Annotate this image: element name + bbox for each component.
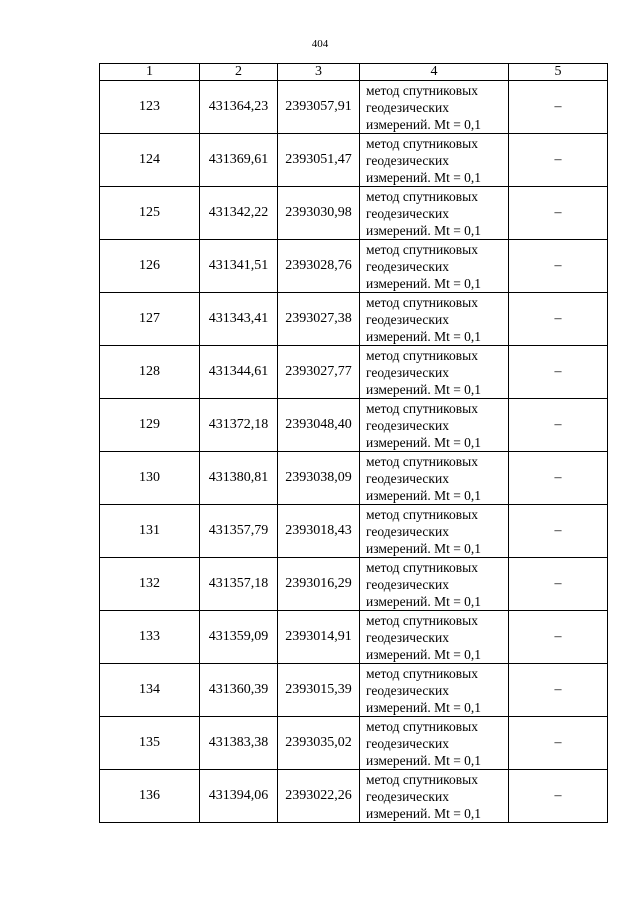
y-coordinate-cell: 2393016,29 <box>278 558 360 611</box>
table-row <box>100 346 608 399</box>
column-header: 5 <box>509 64 608 81</box>
method-text-line: измерений. Mt = 0,1 <box>366 646 482 662</box>
method-cell <box>360 187 509 240</box>
point-number-cell: 124 <box>100 134 200 187</box>
point-number-cell: 125 <box>100 187 200 240</box>
note-cell: – <box>509 240 608 293</box>
y-coordinate-cell: 2393018,43 <box>278 505 360 558</box>
x-coordinate-cell: 431359,09 <box>200 611 278 664</box>
note-cell: – <box>509 611 608 664</box>
y-coordinate-cell: 2393038,09 <box>278 452 360 505</box>
point-number-cell: 135 <box>100 717 200 770</box>
method-text-line: метод спутниковых <box>366 400 478 416</box>
point-number-cell: 126 <box>100 240 200 293</box>
method-text-line: метод спутниковых <box>366 771 478 787</box>
method-text-line: измерений. Mt = 0,1 <box>366 593 482 609</box>
table-row <box>100 134 608 187</box>
note-cell: – <box>509 770 608 823</box>
table-row <box>100 611 608 664</box>
x-coordinate-cell: 431364,23 <box>200 81 278 134</box>
table-row <box>100 452 608 505</box>
method-cell <box>360 717 509 770</box>
method-text-line: геодезических <box>366 205 449 221</box>
note-cell: – <box>509 664 608 717</box>
table-row <box>100 505 608 558</box>
method-text-line: геодезических <box>366 788 449 804</box>
note-cell: – <box>509 187 608 240</box>
point-number-cell: 128 <box>100 346 200 399</box>
x-coordinate-cell: 431343,41 <box>200 293 278 346</box>
note-cell: – <box>509 134 608 187</box>
y-coordinate-cell: 2393051,47 <box>278 134 360 187</box>
y-coordinate-cell: 2393035,02 <box>278 717 360 770</box>
column-header: 4 <box>360 64 509 81</box>
y-coordinate-cell: 2393015,39 <box>278 664 360 717</box>
method-cell <box>360 346 509 399</box>
point-number-cell: 133 <box>100 611 200 664</box>
table-row <box>100 293 608 346</box>
method-text-line: метод спутниковых <box>366 135 478 151</box>
method-text-line: измерений. Mt = 0,1 <box>366 275 482 291</box>
method-text-line: геодезических <box>366 682 449 698</box>
method-text-line: измерений. Mt = 0,1 <box>366 540 482 556</box>
method-text-line: измерений. Mt = 0,1 <box>366 487 482 503</box>
method-text-line: метод спутниковых <box>366 665 478 681</box>
method-text-line: метод спутниковых <box>366 559 478 575</box>
method-text-line: метод спутниковых <box>366 82 478 98</box>
method-cell <box>360 505 509 558</box>
table-body <box>100 81 608 823</box>
y-coordinate-cell: 2393022,26 <box>278 770 360 823</box>
note-cell: – <box>509 346 608 399</box>
point-number-cell: 134 <box>100 664 200 717</box>
y-coordinate-cell: 2393027,38 <box>278 293 360 346</box>
method-text-line: геодезических <box>366 523 449 539</box>
note-cell: – <box>509 717 608 770</box>
method-text-line: метод спутниковых <box>366 241 478 257</box>
column-header: 1 <box>100 64 200 81</box>
method-text-line: геодезических <box>366 576 449 592</box>
method-text-line: геодезических <box>366 735 449 751</box>
method-text-line: геодезических <box>366 152 449 168</box>
method-cell <box>360 293 509 346</box>
y-coordinate-cell: 2393027,77 <box>278 346 360 399</box>
method-cell <box>360 770 509 823</box>
point-number-cell: 131 <box>100 505 200 558</box>
note-cell: – <box>509 293 608 346</box>
method-cell <box>360 452 509 505</box>
point-number-cell: 130 <box>100 452 200 505</box>
note-cell: – <box>509 399 608 452</box>
method-text-line: измерений. Mt = 0,1 <box>366 116 482 132</box>
method-text-line: метод спутниковых <box>366 188 478 204</box>
x-coordinate-cell: 431344,61 <box>200 346 278 399</box>
method-text-line: геодезических <box>366 629 449 645</box>
table-row <box>100 664 608 717</box>
x-coordinate-cell: 431342,22 <box>200 187 278 240</box>
method-text-line: геодезических <box>366 364 449 380</box>
method-cell <box>360 558 509 611</box>
method-text-line: геодезических <box>366 258 449 274</box>
table-header-row <box>100 64 608 81</box>
note-cell: – <box>509 81 608 134</box>
table-row <box>100 770 608 823</box>
method-cell <box>360 611 509 664</box>
column-header: 3 <box>278 64 360 81</box>
method-cell <box>360 81 509 134</box>
note-cell: – <box>509 452 608 505</box>
method-text-line: метод спутниковых <box>366 294 478 310</box>
method-cell <box>360 240 509 293</box>
method-text-line: измерений. Mt = 0,1 <box>366 381 482 397</box>
method-text-line: геодезических <box>366 99 449 115</box>
method-text-line: метод спутниковых <box>366 347 478 363</box>
table-row <box>100 187 608 240</box>
point-number-cell: 132 <box>100 558 200 611</box>
method-text-line: измерений. Mt = 0,1 <box>366 699 482 715</box>
note-cell: – <box>509 558 608 611</box>
column-header: 2 <box>200 64 278 81</box>
y-coordinate-cell: 2393014,91 <box>278 611 360 664</box>
x-coordinate-cell: 431369,61 <box>200 134 278 187</box>
point-number-cell: 136 <box>100 770 200 823</box>
y-coordinate-cell: 2393030,98 <box>278 187 360 240</box>
method-cell <box>360 399 509 452</box>
x-coordinate-cell: 431357,79 <box>200 505 278 558</box>
method-text-line: геодезических <box>366 417 449 433</box>
method-text-line: измерений. Mt = 0,1 <box>366 169 482 185</box>
method-text-line: метод спутниковых <box>366 453 478 469</box>
x-coordinate-cell: 431394,06 <box>200 770 278 823</box>
method-text-line: метод спутниковых <box>366 612 478 628</box>
note-cell: – <box>509 505 608 558</box>
method-text-line: измерений. Mt = 0,1 <box>366 434 482 450</box>
method-cell <box>360 664 509 717</box>
x-coordinate-cell: 431383,38 <box>200 717 278 770</box>
x-coordinate-cell: 431372,18 <box>200 399 278 452</box>
x-coordinate-cell: 431380,81 <box>200 452 278 505</box>
table-row <box>100 81 608 134</box>
method-text-line: метод спутниковых <box>366 718 478 734</box>
coordinates-table <box>99 63 608 823</box>
method-text-line: измерений. Mt = 0,1 <box>366 222 482 238</box>
table-row <box>100 558 608 611</box>
method-text-line: метод спутниковых <box>366 506 478 522</box>
method-text-line: измерений. Mt = 0,1 <box>366 328 482 344</box>
method-text-line: измерений. Mt = 0,1 <box>366 805 482 821</box>
x-coordinate-cell: 431357,18 <box>200 558 278 611</box>
method-text-line: измерений. Mt = 0,1 <box>366 752 482 768</box>
x-coordinate-cell: 431341,51 <box>200 240 278 293</box>
y-coordinate-cell: 2393028,76 <box>278 240 360 293</box>
x-coordinate-cell: 431360,39 <box>200 664 278 717</box>
y-coordinate-cell: 2393057,91 <box>278 81 360 134</box>
method-text-line: геодезических <box>366 470 449 486</box>
point-number-cell: 129 <box>100 399 200 452</box>
page-number: 404 <box>311 38 329 50</box>
table-row <box>100 240 608 293</box>
table-row <box>100 399 608 452</box>
method-text-line: геодезических <box>366 311 449 327</box>
point-number-cell: 127 <box>100 293 200 346</box>
point-number-cell: 123 <box>100 81 200 134</box>
y-coordinate-cell: 2393048,40 <box>278 399 360 452</box>
table-row <box>100 717 608 770</box>
method-cell <box>360 134 509 187</box>
